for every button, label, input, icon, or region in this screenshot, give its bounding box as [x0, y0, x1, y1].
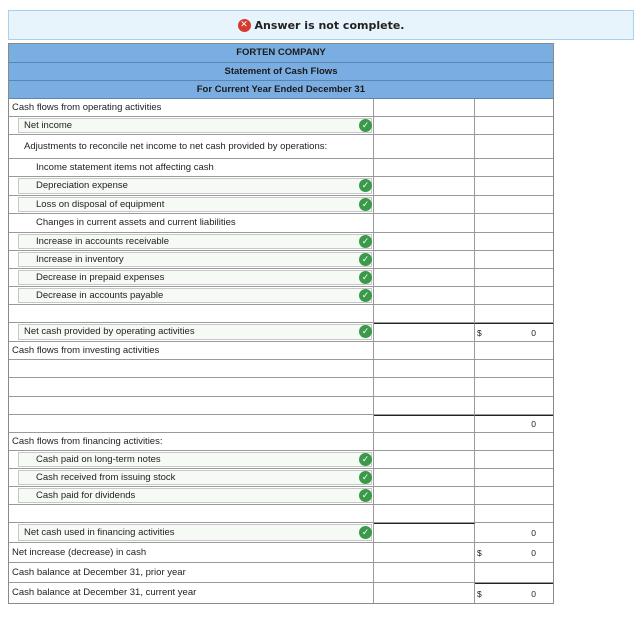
amount-input-cell[interactable]	[374, 563, 475, 582]
total-cell[interactable]	[475, 415, 553, 432]
amount-input-cell[interactable]	[374, 505, 475, 522]
table-row	[9, 305, 553, 323]
row-label: Income statement items not affecting cash	[36, 161, 214, 173]
row-label: Net cash provided by operating activities	[24, 326, 195, 337]
row-label-cell	[9, 505, 374, 522]
total-cell[interactable]	[475, 360, 553, 377]
amount-input-cell[interactable]	[374, 469, 475, 486]
amount-input-cell[interactable]	[374, 415, 475, 432]
dollar-sign: $	[477, 547, 482, 558]
row-label-cell	[9, 360, 374, 377]
total-cell[interactable]	[475, 523, 553, 542]
total-cell[interactable]	[475, 323, 553, 341]
total-cell[interactable]	[475, 233, 553, 250]
amount-input-cell[interactable]	[374, 251, 475, 268]
row-label: Decrease in accounts payable	[36, 289, 164, 301]
table-row	[9, 523, 553, 543]
total-cell[interactable]	[475, 433, 553, 450]
table-row	[9, 99, 553, 117]
amount-input-cell[interactable]	[374, 433, 475, 450]
row-label-cell	[9, 378, 374, 396]
amount-input-cell[interactable]	[374, 583, 475, 603]
total-value: 0	[531, 527, 536, 538]
amount-input-cell[interactable]	[374, 99, 475, 116]
correct-check-icon: ✓	[359, 325, 372, 338]
amount-input-cell[interactable]	[374, 523, 475, 542]
table-row	[9, 563, 553, 583]
total-cell[interactable]	[475, 177, 553, 195]
total-cell[interactable]	[475, 305, 553, 322]
total-cell[interactable]	[475, 159, 553, 176]
row-label: Increase in inventory	[36, 253, 124, 265]
table-row	[9, 323, 553, 342]
cash-flow-statement	[8, 43, 554, 604]
row-label: Net cash used in financing activities	[24, 526, 175, 538]
total-cell[interactable]	[475, 543, 553, 562]
row-label-cell	[9, 159, 374, 176]
amount-input-cell[interactable]	[374, 196, 475, 213]
correct-check-icon: ✓	[359, 453, 372, 466]
total-cell[interactable]	[475, 269, 553, 286]
correct-check-icon: ✓	[359, 119, 372, 132]
row-label: Increase in accounts receivable	[36, 235, 170, 247]
row-label: Cash flows from investing activities	[12, 344, 160, 356]
row-label: Net income	[24, 119, 73, 131]
total-cell[interactable]	[475, 135, 553, 158]
row-label: Cash paid for dividends	[36, 489, 136, 501]
table-row	[9, 196, 553, 214]
total-cell[interactable]	[475, 251, 553, 268]
row-label: Cash received from issuing stock	[36, 471, 176, 483]
table-row	[9, 214, 553, 233]
amount-input-cell[interactable]	[374, 214, 475, 232]
row-label: Decrease in prepaid expenses	[36, 271, 165, 283]
correct-check-icon: ✓	[359, 253, 372, 266]
amount-input-cell[interactable]	[374, 543, 475, 562]
total-cell[interactable]	[475, 487, 553, 504]
correct-check-icon: ✓	[359, 471, 372, 484]
total-cell[interactable]	[475, 563, 553, 582]
table-row	[9, 251, 553, 269]
amount-input-cell[interactable]	[374, 360, 475, 377]
total-cell[interactable]	[475, 505, 553, 522]
row-label-cell[interactable]	[9, 487, 374, 504]
amount-input-cell[interactable]	[374, 177, 475, 195]
row-label-cell	[9, 99, 374, 116]
row-label-cell	[9, 563, 374, 582]
statement-period: For Current Year Ended December 31	[9, 81, 553, 99]
row-label-cell	[9, 415, 374, 432]
statement-rows	[9, 99, 553, 603]
row-label-cell[interactable]	[9, 117, 374, 134]
amount-input-cell[interactable]	[374, 287, 475, 304]
row-label: Cash balance at December 31, current year	[12, 587, 197, 598]
row-label: Net increase (decrease) in cash	[12, 546, 147, 558]
correct-check-icon: ✓	[359, 235, 372, 248]
table-row	[9, 415, 553, 433]
total-value: 0	[531, 547, 536, 558]
row-label-cell	[9, 135, 374, 158]
amount-input-cell[interactable]	[374, 159, 475, 176]
table-row	[9, 469, 553, 487]
table-row	[9, 433, 553, 451]
row-label: Cash balance at December 31, prior year	[12, 566, 186, 578]
correct-check-icon: ✓	[359, 198, 372, 211]
total-cell[interactable]	[475, 287, 553, 304]
table-row	[9, 135, 553, 159]
total-cell[interactable]	[475, 342, 553, 359]
row-label-cell	[9, 342, 374, 359]
amount-input-cell[interactable]	[374, 487, 475, 504]
amount-input-cell[interactable]	[374, 397, 475, 414]
statement-title: Statement of Cash Flows	[9, 63, 553, 81]
company-name: FORTEN COMPANY	[9, 44, 553, 63]
row-label-cell[interactable]	[9, 287, 374, 304]
table-row	[9, 360, 553, 378]
table-row	[9, 287, 553, 305]
total-value: 0	[531, 419, 536, 429]
row-label-cell[interactable]	[9, 269, 374, 286]
row-label: Cash flows from financing activities:	[12, 435, 163, 447]
row-label: Loss on disposal of equipment	[36, 198, 165, 210]
total-cell[interactable]	[475, 583, 553, 603]
total-value: 0	[531, 327, 536, 338]
total-cell[interactable]	[475, 117, 553, 134]
amount-input-cell[interactable]	[374, 378, 475, 396]
row-label-cell	[9, 543, 374, 562]
answer-status-banner	[8, 10, 634, 40]
row-label-cell	[9, 214, 374, 232]
total-cell[interactable]	[475, 99, 553, 116]
table-row	[9, 378, 553, 397]
row-label-cell	[9, 397, 374, 414]
row-label-cell[interactable]	[9, 251, 374, 268]
table-row	[9, 233, 553, 251]
row-label-cell[interactable]	[9, 196, 374, 213]
table-row	[9, 342, 553, 360]
row-label-cell	[9, 433, 374, 450]
table-row	[9, 583, 553, 603]
row-label: Adjustments to reconcile net income to net cash provided by operations:	[24, 140, 328, 152]
total-cell[interactable]	[475, 397, 553, 414]
total-cell[interactable]	[475, 214, 553, 232]
total-cell[interactable]	[475, 469, 553, 486]
correct-check-icon: ✓	[359, 179, 372, 192]
total-cell[interactable]	[475, 378, 553, 396]
row-label-cell[interactable]	[9, 233, 374, 250]
table-row	[9, 487, 553, 505]
dollar-sign: $	[477, 588, 482, 599]
row-label: Cash flows from operating activities	[12, 101, 162, 113]
table-row	[9, 177, 553, 196]
row-label-cell[interactable]	[9, 177, 374, 195]
amount-input-cell[interactable]	[374, 135, 475, 158]
row-label-cell[interactable]	[9, 323, 374, 341]
row-label-cell[interactable]	[9, 451, 374, 468]
table-row	[9, 159, 553, 177]
error-icon: ✕	[238, 19, 251, 32]
table-row	[9, 269, 553, 287]
correct-check-icon: ✓	[359, 526, 372, 539]
correct-check-icon: ✓	[359, 289, 372, 302]
amount-input-cell[interactable]	[374, 323, 475, 341]
row-label-cell	[9, 305, 374, 322]
correct-check-icon: ✓	[359, 489, 372, 502]
amount-input-cell[interactable]	[374, 269, 475, 286]
amount-input-cell[interactable]	[374, 305, 475, 322]
table-row	[9, 505, 553, 523]
row-label: Depreciation expense	[36, 180, 128, 191]
amount-input-cell[interactable]	[374, 342, 475, 359]
table-row	[9, 543, 553, 563]
row-label: Changes in current assets and current liabilities	[36, 217, 236, 228]
amount-input-cell[interactable]	[374, 117, 475, 134]
amount-input-cell[interactable]	[374, 233, 475, 250]
row-label: Cash paid on long-term notes	[36, 453, 161, 465]
table-row	[9, 117, 553, 135]
answer-status-text: Answer is not complete.	[254, 18, 405, 32]
row-label-cell[interactable]	[9, 523, 374, 542]
dollar-sign: $	[477, 327, 482, 338]
total-value: 0	[531, 588, 536, 599]
table-row	[9, 451, 553, 469]
row-label-cell[interactable]	[9, 469, 374, 486]
amount-input-cell[interactable]	[374, 451, 475, 468]
table-row	[9, 397, 553, 415]
total-cell[interactable]	[475, 451, 553, 468]
correct-check-icon: ✓	[359, 271, 372, 284]
total-cell[interactable]	[475, 196, 553, 213]
row-label-cell	[9, 583, 374, 603]
